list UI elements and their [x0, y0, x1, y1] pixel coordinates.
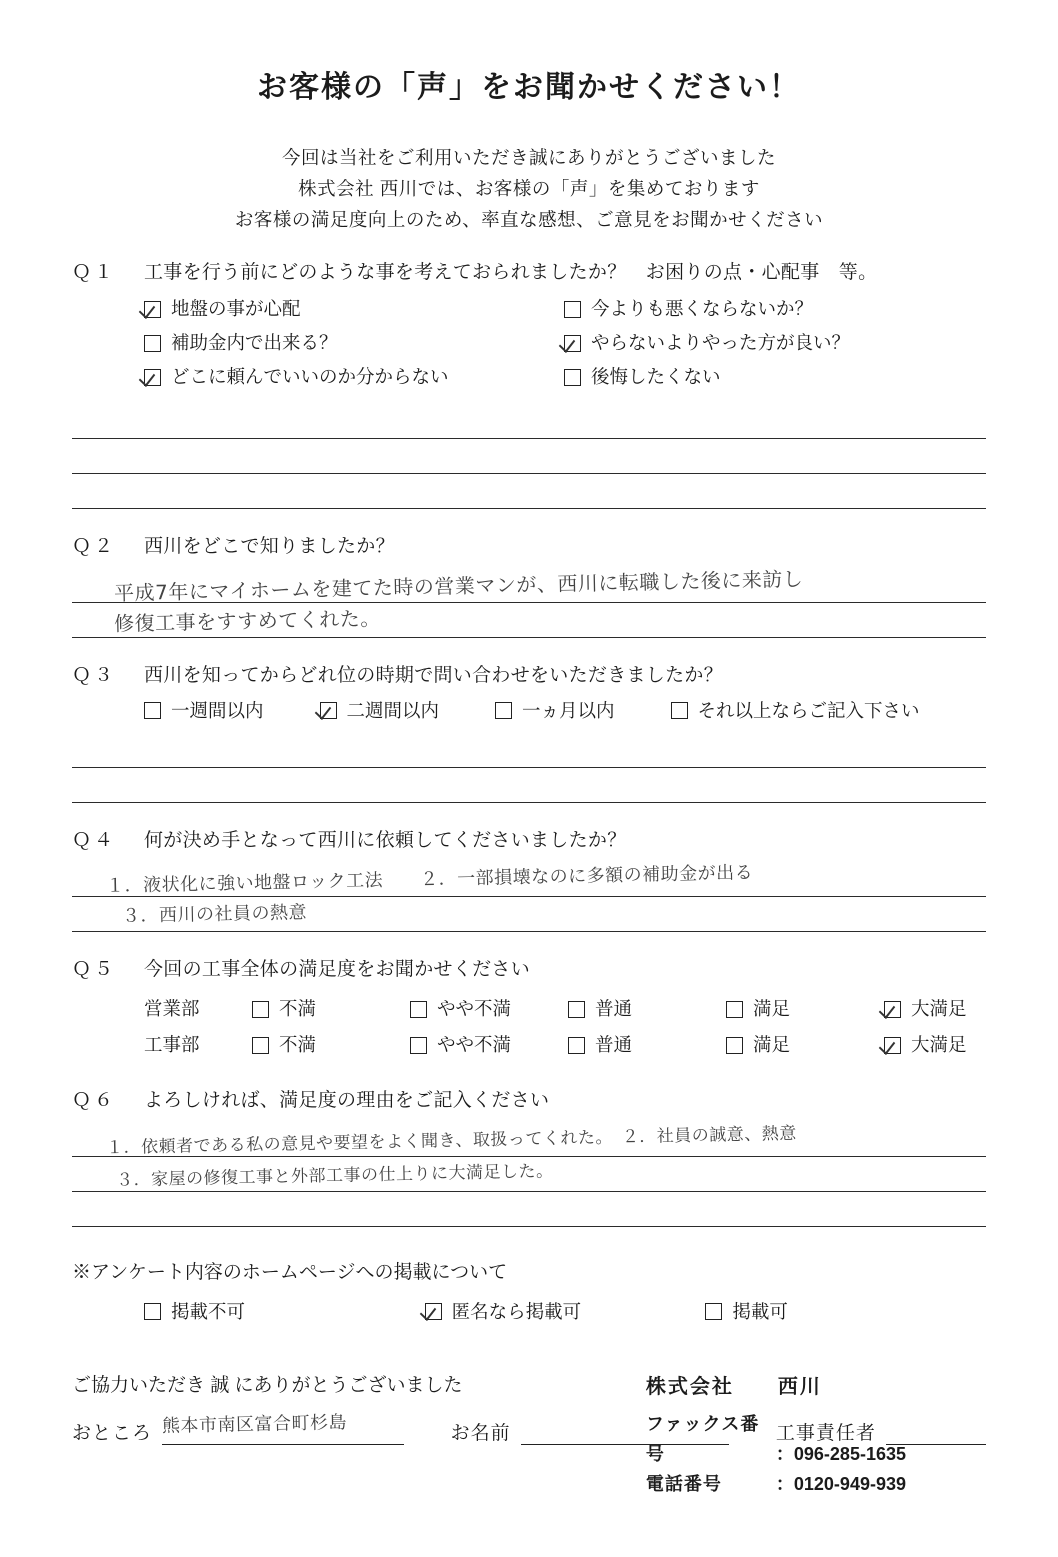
questions-section [72, 257, 986, 1499]
blank-line[interactable] [72, 1192, 986, 1227]
q1-label: Ｑ１ [72, 262, 117, 283]
q4-handwriting-line-1: １．液状化に強い地盤ロック工法 ２．一部損壊なのに多額の補助金が出る [105, 862, 754, 897]
survey-document [0, 62, 1058, 1557]
q6-answer-area[interactable] [72, 1122, 986, 1227]
q1-option-label: 後悔したくない [591, 366, 721, 387]
q6-text: よろしければ、満足度の理由をご記入ください [144, 1090, 550, 1111]
q3-option-label: 一週間以内 [171, 700, 264, 721]
checkbox-icon [144, 335, 161, 352]
q6-handwriting-line-1: １．依頼者である私の意見や要望をよく聞き、取扱ってくれた。 ２．社員の誠意、熱意 [105, 1123, 798, 1159]
q1-option-better-to-do[interactable] [564, 326, 984, 360]
q3-options [144, 697, 986, 723]
blank-line[interactable] [72, 439, 986, 474]
q1-option-row-3 [144, 360, 986, 394]
checkbox-icon [144, 702, 161, 719]
fax-label: ファックス番号 [645, 1414, 760, 1464]
q1-options [144, 292, 986, 394]
q5-sales-option-normal[interactable] [568, 991, 726, 1027]
q5-option-label: 大満足 [911, 1034, 967, 1055]
q2-answer-area[interactable] [72, 568, 986, 638]
answer-line[interactable] [72, 603, 986, 638]
q1-option-who-to-ask[interactable] [144, 360, 564, 394]
q1-option-row-1 [144, 292, 986, 326]
answer-line[interactable] [72, 1157, 986, 1192]
q2-label: Ｑ２ [72, 536, 117, 557]
q5-option-label: 満足 [753, 1034, 791, 1055]
q1-option-label: やらないよりやった方が良い？ [591, 332, 851, 353]
q5-construction-option-normal[interactable] [568, 1027, 726, 1063]
q5-option-label: 普通 [595, 1034, 633, 1055]
q3-option-label: 一ヵ月以内 [522, 700, 615, 721]
q3-option-within-one-week[interactable] [144, 697, 264, 723]
q5-option-label: 不満 [279, 1034, 317, 1055]
intro-line-3: お客様の満足度向上のため、率直な感想、ご意見をお聞かせください [234, 209, 824, 230]
q1-option-label: どこに頼んでいいのか分からない [171, 366, 449, 387]
q4-answer-area[interactable] [72, 862, 986, 932]
q3-option-label: 二週間以内 [346, 700, 440, 721]
tel-value: ：0120-949-939 [775, 1474, 906, 1494]
checkbox-icon [410, 1001, 427, 1018]
publish-consent-title: ※アンケート内容のホームページへの掲載について [72, 1262, 508, 1283]
question-q3 [72, 660, 986, 687]
checkbox-icon [671, 702, 688, 719]
answer-line[interactable] [72, 897, 986, 932]
q1-option-row-2 [144, 326, 986, 360]
checkbox-icon [568, 1001, 585, 1018]
q5-construction-option-somewhat-dissatisfied[interactable] [410, 1027, 568, 1063]
checkbox-icon [410, 1037, 427, 1054]
q1-option-label: 今よりも悪くならないか？ [591, 298, 814, 319]
q1-write-in-area[interactable] [72, 404, 986, 509]
question-q1 [72, 257, 986, 284]
q2-handwriting-line-1: 平成7年にマイホームを建てた時の営業マンが、西川に転職した後に来訪し [113, 566, 804, 606]
q5-text: 今回の工事全体の満足度をお聞かせください [144, 959, 531, 980]
name-field[interactable] [521, 1414, 730, 1445]
publish-option-label: 匿名なら掲載可 [451, 1301, 582, 1322]
tel-label: 電話番号 [645, 1474, 722, 1494]
q3-option-longer[interactable] [671, 697, 920, 723]
q5-option-label: 不満 [279, 998, 317, 1019]
q1-option-subsidy[interactable] [144, 326, 564, 360]
q3-option-within-one-month[interactable] [495, 697, 615, 723]
question-q6 [72, 1085, 986, 1112]
publish-option-anonymous[interactable] [425, 1298, 706, 1324]
q3-option-within-two-weeks[interactable] [320, 697, 440, 723]
checkbox-icon [568, 1037, 585, 1054]
q1-option-worse[interactable] [564, 292, 984, 326]
q4-label: Ｑ４ [72, 830, 117, 851]
checkbox-icon [144, 369, 161, 386]
responsible-field[interactable] [886, 1414, 986, 1445]
q5-option-label: 普通 [595, 998, 633, 1019]
q6-label: Ｑ６ [72, 1090, 117, 1111]
q5-row-construction [144, 1027, 986, 1063]
q5-construction-option-dissatisfied[interactable] [252, 1027, 410, 1063]
q3-text: 西川を知ってからどれ位の時期で問い合わせをいただきましたか？ [144, 665, 724, 686]
q5-option-label: やや不満 [437, 998, 512, 1019]
blank-line[interactable] [72, 733, 986, 768]
thanks-text: ご協力いただき 誠 にありがとうございました [72, 1375, 463, 1396]
address-handwriting: 熊本市南区富合町杉島 [161, 1412, 348, 1437]
question-q4 [72, 825, 986, 852]
q1-text: 工事を行う前にどのような事を考えておられましたか？ お困りの点・心配事 等。 [144, 262, 878, 283]
checkbox-icon [564, 335, 581, 352]
q5-sales-option-very-satisfied[interactable] [884, 991, 967, 1027]
answer-line[interactable] [72, 1122, 986, 1157]
answer-line[interactable] [72, 862, 986, 897]
footer-fields [72, 1414, 986, 1445]
q2-text: 西川をどこで知りましたか？ [144, 536, 395, 557]
q5-sales-option-somewhat-dissatisfied[interactable] [410, 991, 568, 1027]
q5-label: Ｑ５ [72, 959, 117, 980]
checkbox-icon [564, 301, 581, 318]
q1-option-ground-concern[interactable] [144, 292, 564, 326]
q4-handwriting-line-2: ３．西川の社員の熱意 [121, 902, 308, 927]
checkbox-icon [726, 1037, 743, 1054]
checkbox-icon [425, 1303, 442, 1320]
blank-line[interactable] [72, 768, 986, 803]
checkbox-icon [884, 1001, 901, 1018]
publish-consent-options [144, 1298, 986, 1324]
checkbox-icon [726, 1001, 743, 1018]
checkbox-icon [705, 1303, 722, 1320]
checkbox-icon [564, 369, 581, 386]
blank-line[interactable] [72, 474, 986, 509]
answer-line[interactable] [72, 566, 986, 606]
q3-write-in-area[interactable] [72, 733, 986, 803]
fax-value: ：096-285-1635 [775, 1444, 906, 1464]
checkbox-icon [495, 702, 512, 719]
address-field[interactable] [162, 1414, 404, 1445]
q5-sales-option-dissatisfied[interactable] [252, 991, 410, 1027]
q1-option-no-regret[interactable] [564, 360, 984, 394]
q1-option-label: 補助金内で出来る？ [171, 332, 338, 353]
checkbox-icon [252, 1001, 269, 1018]
question-q5 [72, 954, 986, 981]
q5-satisfaction-table [144, 991, 986, 1063]
q3-label: Ｑ３ [72, 665, 117, 686]
intro-line-1: 今回は当社をご利用いただき誠にありがとうございました [281, 147, 776, 168]
checkbox-icon [252, 1037, 269, 1054]
publish-option-label: 掲載可 [732, 1301, 788, 1322]
publish-option-no[interactable] [144, 1298, 425, 1324]
publish-option-yes[interactable] [705, 1298, 986, 1324]
checkbox-icon [320, 702, 337, 719]
q5-construction-option-very-satisfied[interactable] [884, 1027, 967, 1063]
responsible-label: 工事責任者 [775, 1423, 876, 1444]
q5-option-label: やや不満 [437, 1034, 512, 1055]
intro-line-2: 株式会社 西川では、お客様の「声」を集めております [298, 178, 760, 199]
q5-row-label: 工事部 [144, 1034, 200, 1055]
name-label: お名前 [450, 1423, 511, 1444]
question-q2 [72, 531, 986, 558]
q5-option-label: 大満足 [911, 998, 967, 1019]
q5-row-label: 営業部 [144, 998, 200, 1019]
q6-handwriting-line-2: ３．家屋の修復工事と外部工事の仕上りに大満足した。 [115, 1161, 554, 1191]
blank-line[interactable] [72, 404, 986, 439]
q2-handwriting-line-2: 修復工事をすすめてくれた。 [113, 606, 381, 636]
q1-option-label: 地盤の事が心配 [171, 298, 301, 319]
company-name: 株式会社 西川 [645, 1376, 822, 1398]
checkbox-icon [884, 1037, 901, 1054]
intro-text [0, 142, 1058, 235]
q3-option-label: それ以上ならご記入下さい [697, 700, 920, 721]
q5-row-sales [144, 991, 986, 1027]
publish-option-label: 掲載不可 [171, 1301, 246, 1322]
q5-construction-option-satisfied[interactable] [726, 1027, 884, 1063]
checkbox-icon [144, 301, 161, 318]
checkbox-icon [144, 1303, 161, 1320]
page-title: お客様の「声」をお聞かせください！ [257, 71, 801, 104]
q5-option-label: 満足 [753, 998, 791, 1019]
q4-text: 何が決め手となって西川に依頼してくださいましたか？ [144, 830, 627, 851]
q5-sales-option-satisfied[interactable] [726, 991, 884, 1027]
address-label: おところ [72, 1423, 153, 1444]
